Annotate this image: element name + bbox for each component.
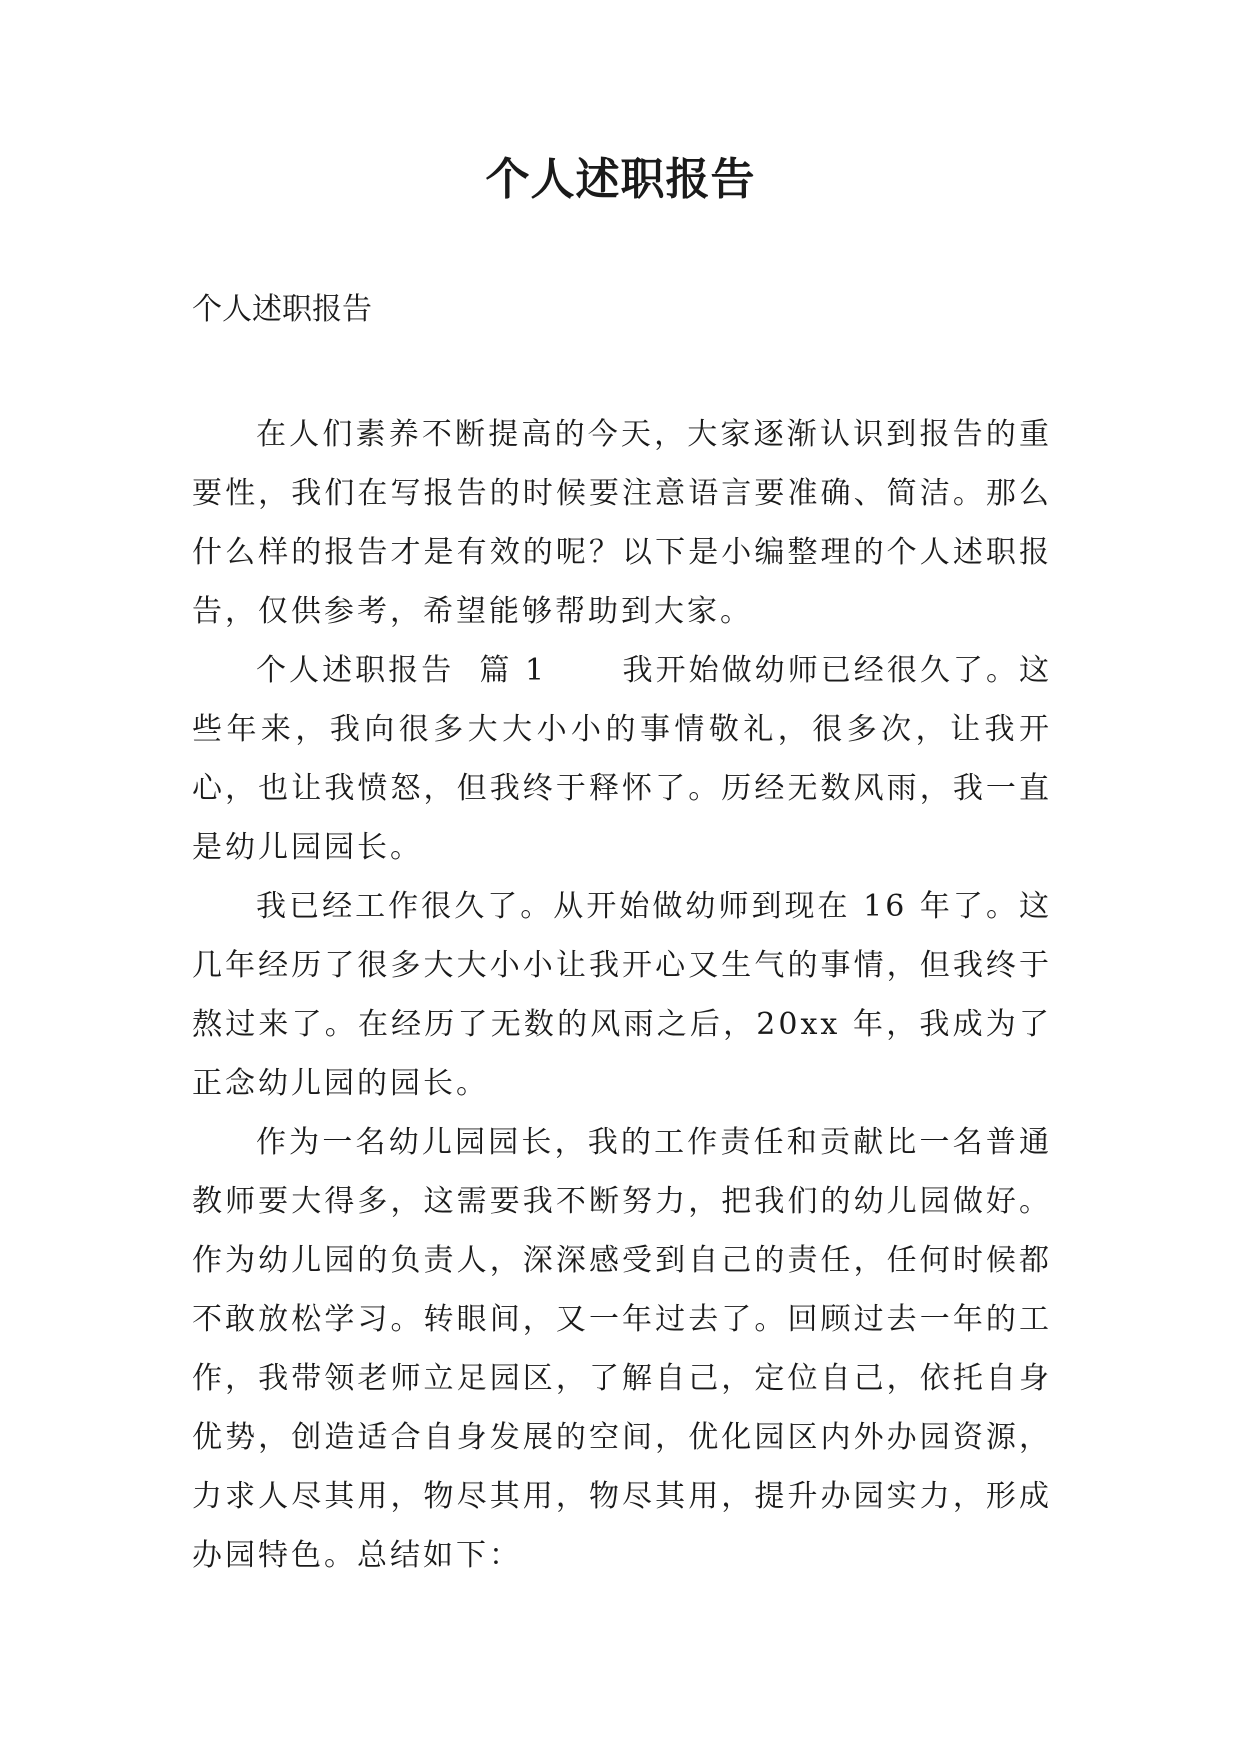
- paragraph-intro: 在人们素养不断提高的今天，大家逐渐认识到报告的重要性，我们在写报告的时候要注意语言要准确、简洁。那么什么样的报告才是有效的呢？以下是小编整理的个人述职报告，仅供参考，希望能够帮助到大家。: [192, 417, 1052, 629]
- paragraph-experience: 我已经工作很久了。从开始做幼师到现在 16 年了。这几年经历了很多大大小小让我开心又生气的事情，但我终于熬过来了。在经历了无数的风雨之后，20xx 年，我成为了正念幼儿园的园长。: [192, 889, 1052, 1101]
- paragraph-section-1: 个人述职报告 篇 1 我开始做幼师已经很久了。这些年来，我向很多大大小小的事情敬礼，很多次，让我开心，也让我愤怒，但我终于释怀了。历经无数风雨，我一直是幼儿园园长。: [192, 653, 1052, 865]
- document-body: [192, 405, 1052, 1585]
- page-title: 个人述职报告: [485, 154, 756, 205]
- document-subtitle: 个人述职报告: [192, 292, 372, 327]
- paragraph-responsibility: 作为一名幼儿园园长，我的工作责任和贡献比一名普通教师要大得多，这需要我不断努力，把我们的幼儿园做好。作为幼儿园的负责人，深深感受到自己的责任，任何时候都不敢放松学习。转眼间，又一年过去了。回顾过去一年的工作，我带领老师立足园区，了解自己，定位自己，依托自身优势，创造适合自身发展的空间，优化园区内外办园资源，力求人尽其用，物尽其用，物尽其用，提升办园实力，形成办园特色。总结如下：: [192, 1125, 1052, 1573]
